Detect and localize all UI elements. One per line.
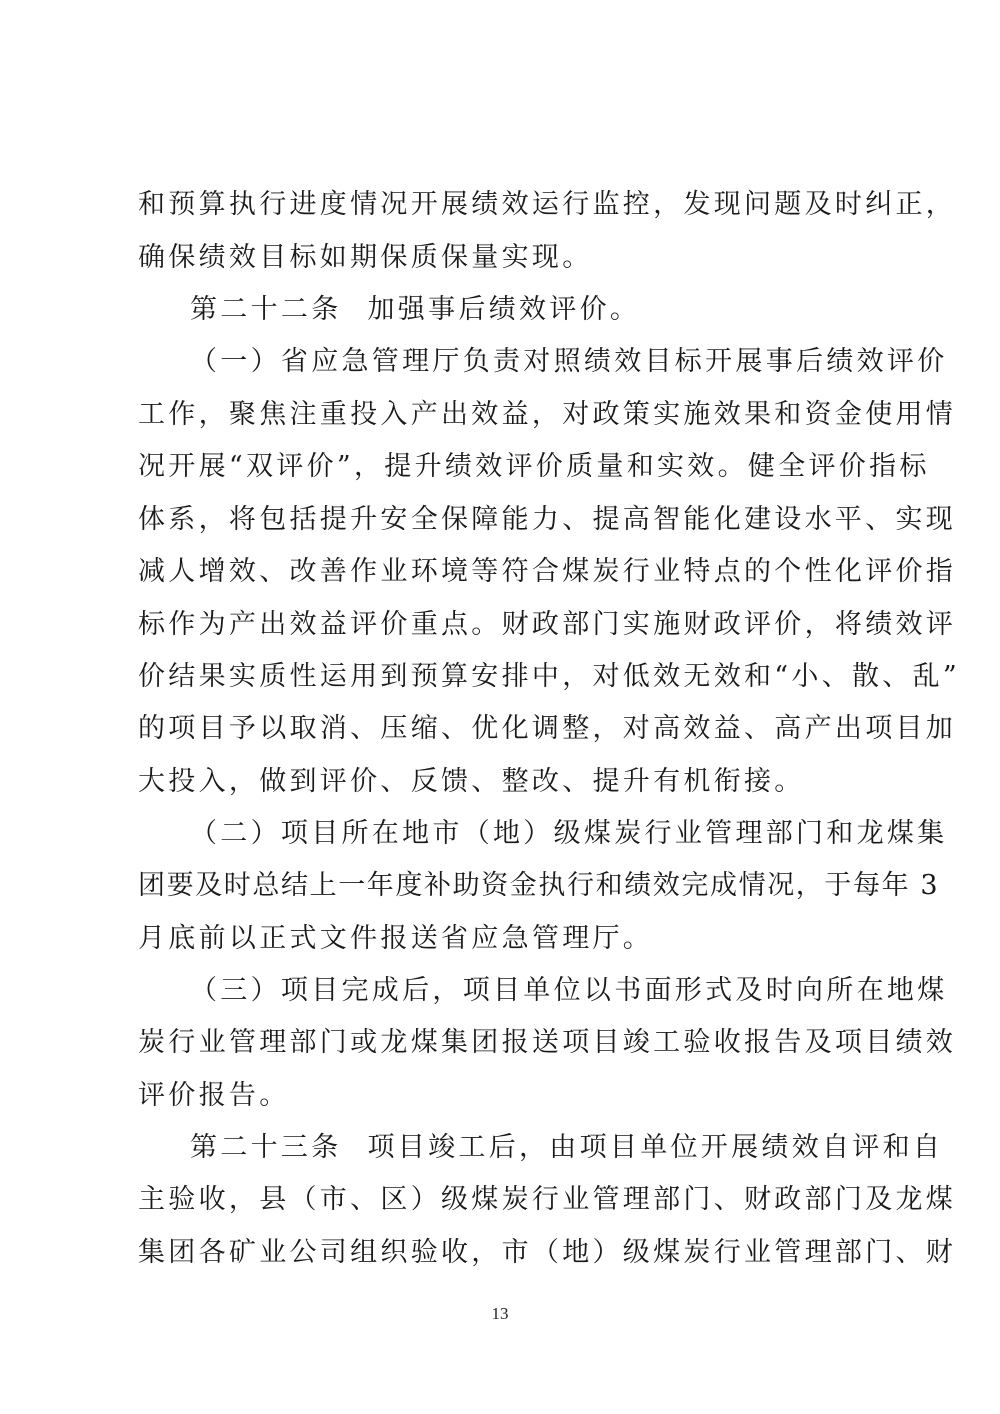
text-line: 工作，聚焦注重投入产出效益，对政策实施效果和资金使用情 xyxy=(138,399,957,430)
text-line: 炭行业管理部门或龙煤集团报送项目竣工验收报告及项目绩效 xyxy=(138,1027,957,1058)
text-line: 确保绩效目标如期保质保量实现。 xyxy=(138,242,593,273)
article-paragraph xyxy=(190,292,868,328)
text-line: 的项目予以取消、压缩、优化调整，对高效益、高产出项目加 xyxy=(138,713,957,744)
text-line: 大投入，做到评价、反馈、整改、提升有机衔接。 xyxy=(138,766,805,797)
text-line: 价结果实质性运用到预算安排中，对低效无效和“小、散、乱” xyxy=(138,661,961,692)
article-heading: 第二十二条 xyxy=(190,294,342,325)
text-line: 标作为产出效益评价重点。财政部门实施财政评价，将绩效评 xyxy=(138,609,957,640)
article-text: 加强事后绩效评价。 xyxy=(367,294,641,325)
page-number: 13 xyxy=(491,1304,509,1323)
text-line: 月底前以正式文件报送省应急管理厅。 xyxy=(138,923,654,954)
text-line: 主验收，县（市、区）级煤炭行业管理部门、财政部门及龙煤 xyxy=(138,1184,957,1215)
text-line: 评价报告。 xyxy=(138,1080,290,1111)
text-line: 团要及时总结上一年度补助资金执行和绩效完成情况，于每年 3 xyxy=(138,870,940,901)
text-line: 集团各矿业公司组织验收，市（地）级煤炭行业管理部门、财 xyxy=(138,1237,957,1268)
text-line: （二）项目所在地市（地）级煤炭行业管理部门和龙煤集 xyxy=(190,818,948,849)
article-paragraph xyxy=(190,1130,944,1166)
text-line: 况开展“双评价”，提升绩效评价质量和实效。健全评价指标 xyxy=(138,451,930,482)
text-line: （三）项目完成后，项目单位以书面形式及时向所在地煤 xyxy=(190,975,948,1006)
text-line: 和预算执行进度情况开展绩效运行监控，发现问题及时纠正， xyxy=(138,189,957,220)
article-heading: 第二十三条 xyxy=(190,1132,342,1163)
text-line: 减人增效、改善作业环境等符合煤炭行业特点的个性化评价指 xyxy=(138,556,957,587)
article-text: 项目竣工后，由项目单位开展绩效自评和自 xyxy=(367,1132,944,1163)
text-line: 体系，将包括提升安全保障能力、提高智能化建设水平、实现 xyxy=(138,504,957,535)
text-line: （一）省应急管理厅负责对照绩效目标开展事后绩效评价 xyxy=(190,346,948,377)
